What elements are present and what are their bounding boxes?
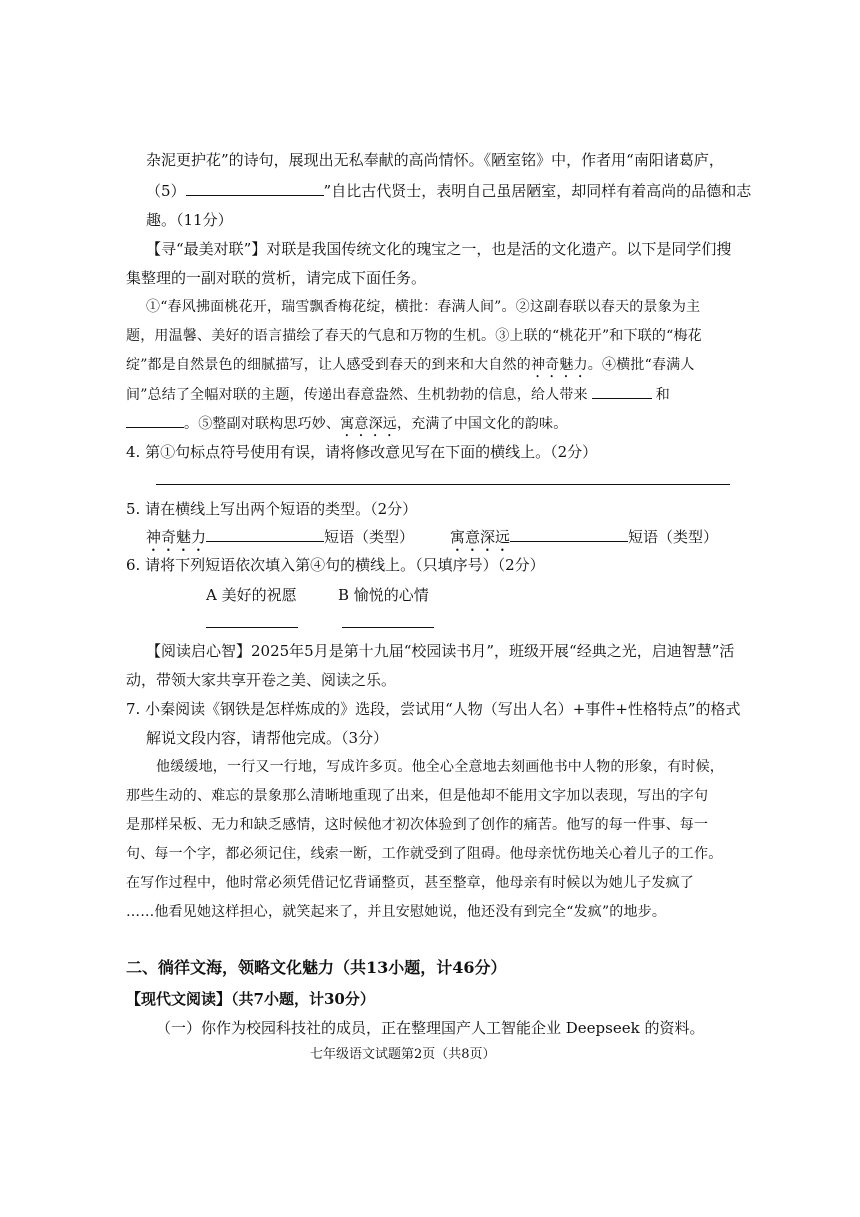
intro-line-2 [146,181,751,201]
question-4: 4. 第①句标点符号使用有误，请将修改意见写在下面的横线上。（2分） [126,443,598,461]
passage-line-3: 是那样呆板、无力和缺乏感情，这时候他才初次体验到了创作的痛苦。他写的每一件事、每一 [126,817,709,833]
answer-blank-4b[interactable] [126,413,184,428]
answer-blank-4a[interactable] [592,384,652,399]
answer-blank-5[interactable] [186,181,324,196]
q5-suffix-1: 短语（类型） [324,528,415,546]
dotted-term-shenqi: 神奇魅力 [530,357,588,373]
q5-term-1: 神奇魅力 [146,528,207,546]
intro-blank-number: （5） [146,182,186,200]
couplet-para-2: 题，用温馨、美好的语言描绘了春天的气息和万物的生机。③上联的“桃花开”和下联的“梅花 [126,328,702,344]
q6-option-b: B 愉悦的心情 [338,586,429,604]
intro-line-1: 杂泥更护花”的诗句，展现出无私奉献的高尚情怀。《陋室铭》中，作者用“南阳诸葛庐， [146,151,724,169]
answer-blank-q5-2[interactable] [510,527,628,542]
section-2-subtitle: 【现代文阅读】（共7小题，计30分） [126,990,375,1008]
couplet-para-1: ①“春风拂面桃花开，瑞雪飘香梅花绽，横批：春满人间”。②这副春联以春天的景象为主 [146,299,701,315]
q5-term-2: 寓意深远 [450,528,511,546]
question-7-line-2: 解说文段内容，请帮他完成。（3分） [146,729,389,747]
passage-line-1: 他缓缓地，一行又一行地，写成许多页。他全心全意地去刻画他书中人物的形象，有时候， [156,759,724,775]
dotted-term-yuyi: 寓意深远 [340,416,398,432]
couplet-heading-2: 集整理的一副对联的赏析，请完成下面任务。 [126,269,427,287]
reading-heading-1: 【阅读启心智】2025年5月是第十九届“校园读书月”，班级开展“经典之光，启迪智慧”活 [146,642,735,660]
answer-line-q6-2[interactable] [342,627,434,628]
passage-line-5: 在写作过程中，他时常必须凭借记忆背诵整页，甚至整章，他母亲有时候以为她儿子发疯了 [126,875,694,891]
couplet-para-4 [126,384,670,405]
answer-blank-q5-1[interactable] [206,527,324,542]
couplet-para-5-tail: ，充满了中国文化的韵味。 [397,416,568,432]
passage-line-2: 那些生动的、难忘的景象那么清晰地重现了出来，但是他却不能用文字加以表现，写出的字句 [126,788,709,804]
couplet-para-4-and: 和 [655,387,670,403]
couplet-heading-1: 【寻“最美对联”】对联是我国传统文化的瑰宝之一，也是活的文化遗产。以下是同学们搜 [146,240,732,258]
section-2-title: 二、徜徉文海，领略文化魅力（共13小题，计46分） [126,958,507,977]
question-6: 6. 请将下列短语依次填入第④句的横线上。（只填序号）（2分） [126,556,545,574]
intro-line-2-text: ”自比古代贤士，表明自己虽居陋室，却同样有着高尚的品德和志 [323,182,752,200]
answer-line-q4[interactable] [156,484,730,485]
section-2-intro: （一）你作为校园科技社的成员，正在整理国产人工智能企业 Deepseek 的资料。 [156,1019,705,1037]
passage-line-4: 句、每一个字，都必须记住，线索一断，工作就受到了阻碍。他母亲忧伤地关心着儿子的工作。 [126,846,723,862]
intro-line-3: 趣。（11分） [146,211,233,229]
couplet-para-5 [126,413,567,440]
q5-suffix-2: 短语（类型） [628,528,719,546]
couplet-para-4-text: 间”总结了全幅对联的主题，传递出春意盎然、生机勃勃的信息，给人带来 [126,387,588,403]
reading-heading-2: 动，带领大家共享开卷之美、阅读之乐。 [126,671,397,689]
q6-option-a: A 美好的祝愿 [206,586,297,604]
couplet-para-3 [126,355,695,381]
question-5-terms [146,527,718,555]
question-7-line-1: 7. 小秦阅读《钢铁是怎样炼成的》选段，尝试用“人物（写出人名）+事件+性格特点”的格式 [126,700,741,718]
passage-line-6: ……他看见她这样担心，就笑起来了，并且安慰她说，他还没有到完全“发疯”的地步。 [126,904,667,920]
page-footer: 七年级语文试题第2页（共8页） [310,1047,496,1062]
answer-line-q6-1[interactable] [206,627,298,628]
question-5: 5. 请在横线上写出两个短语的类型。（2分） [126,500,418,518]
couplet-para-3-text: 绽”都是自然景色的细腻描写，让人感受到春天的到来和大自然的 [126,357,531,373]
couplet-para-3-tail: 。④横批“春满人 [587,357,695,373]
couplet-para-5-text: 。⑤整副对联构思巧妙、 [184,416,341,432]
